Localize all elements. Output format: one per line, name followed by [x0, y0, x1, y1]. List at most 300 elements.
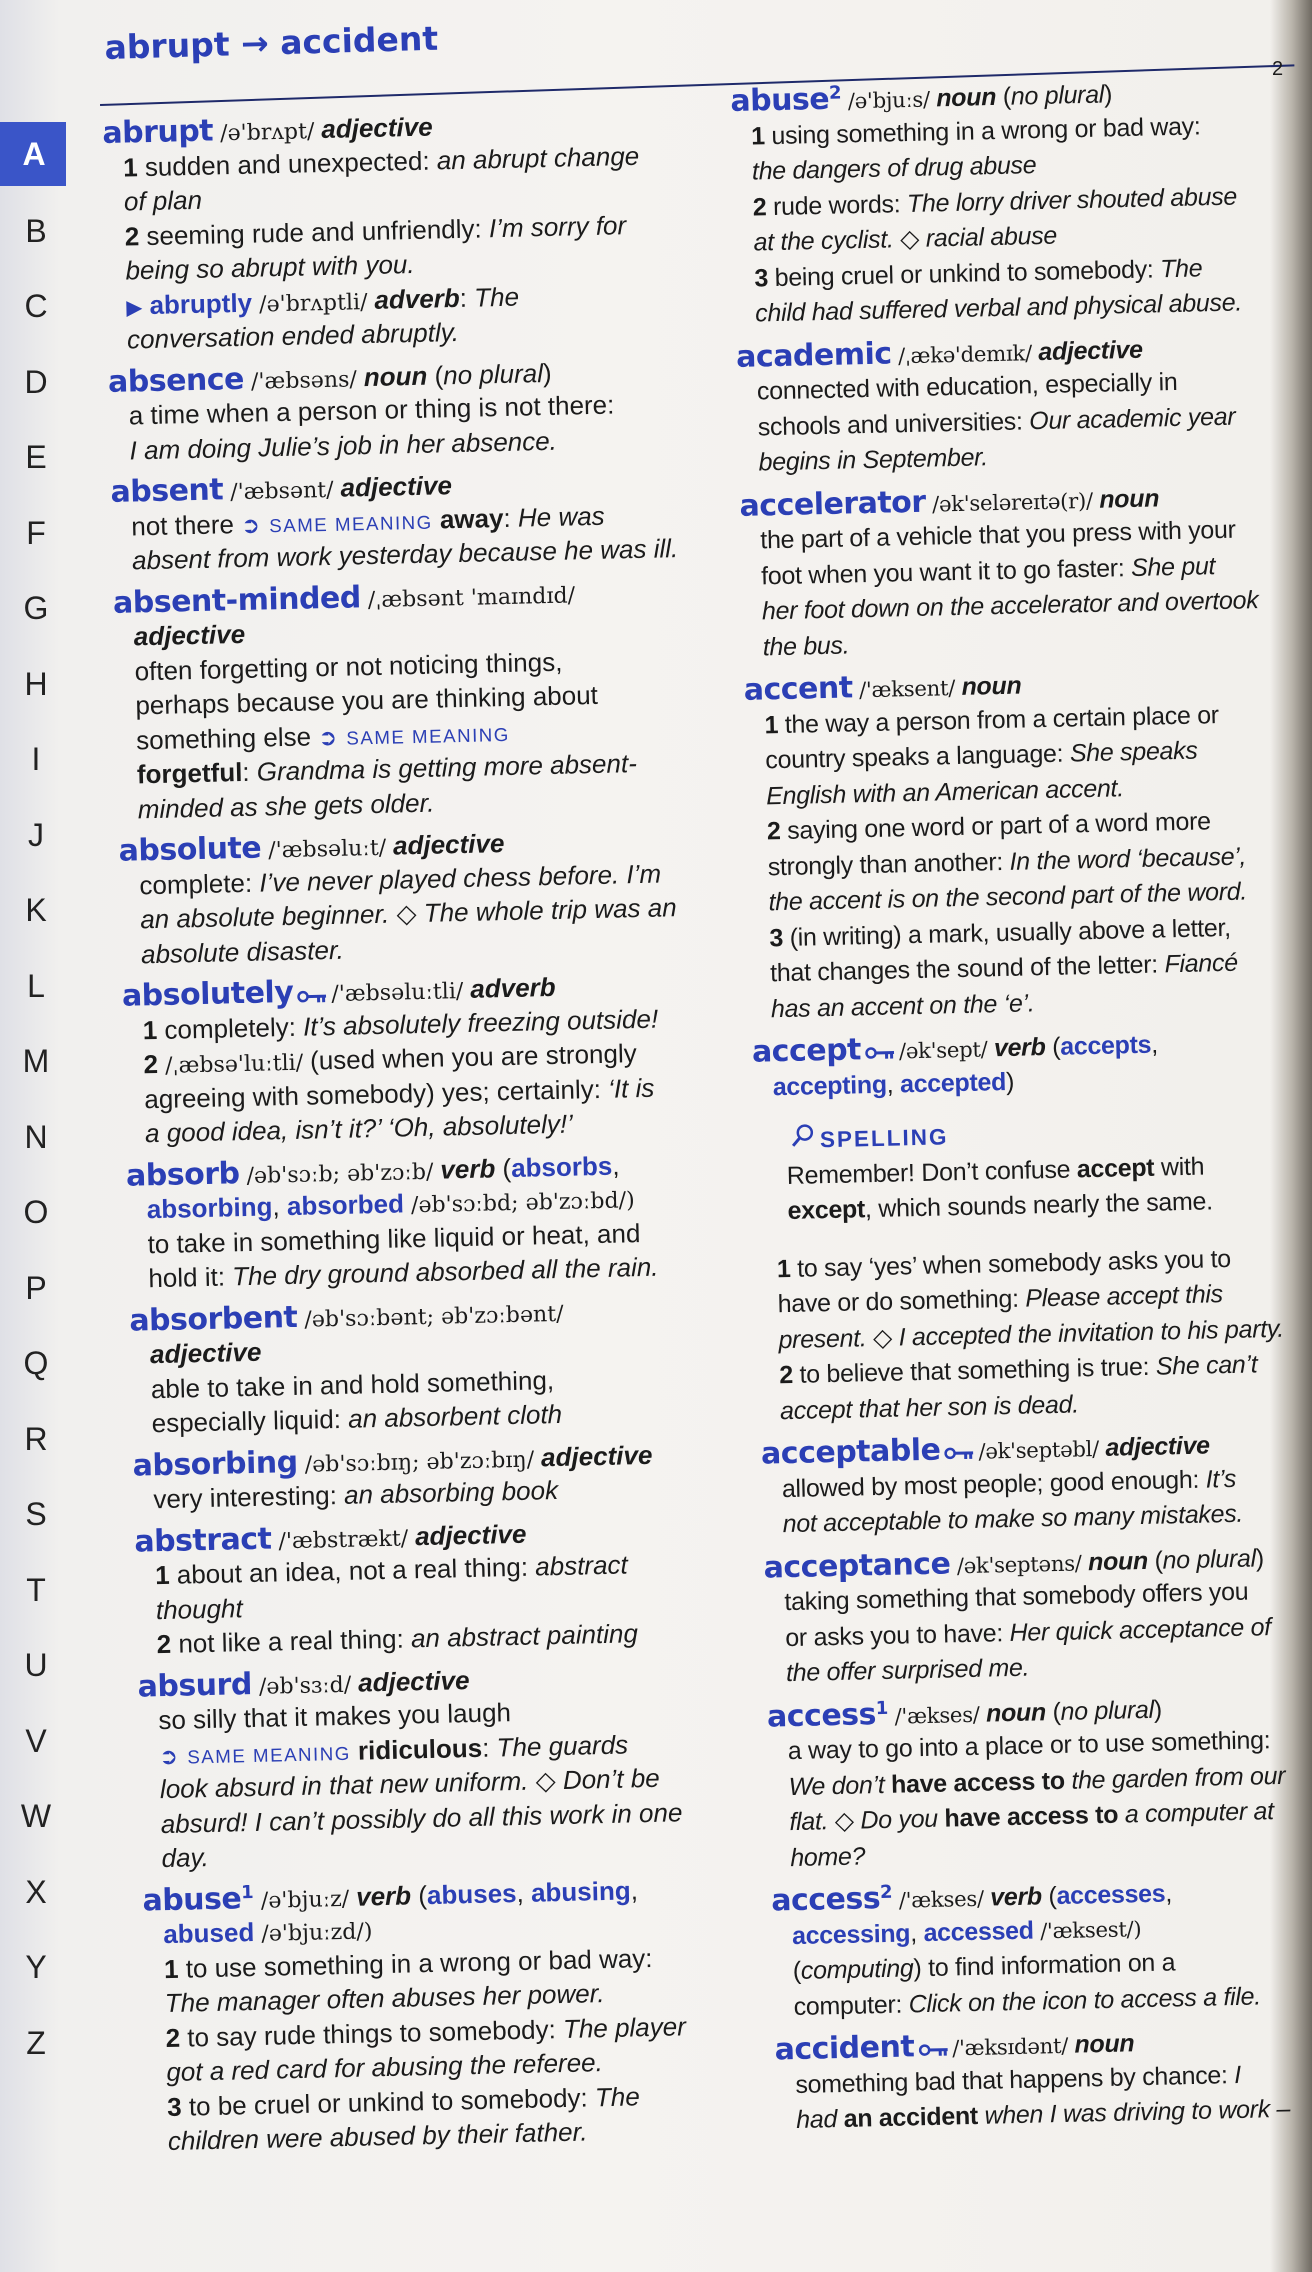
- headword: absolutely: [121, 974, 294, 1014]
- pronunciation: /'ækses/: [892, 1886, 991, 1914]
- inflection: absorbing: [146, 1191, 273, 1225]
- pronunciation: /ə'bjuːzd/): [254, 1918, 373, 1948]
- inflection: abused: [162, 1917, 255, 1950]
- example-text: when I was driving to work –: [977, 2094, 1291, 2130]
- alphabet-tab-o[interactable]: O: [23, 1194, 49, 1230]
- pronunciation: /ək'seləreɪtə(r)/: [925, 488, 1100, 518]
- definition-text: (: [1045, 1032, 1061, 1062]
- definition-text: saying one word or part of a word more: [780, 807, 1211, 846]
- key-icon: [944, 1434, 975, 1470]
- example-text: It’s absolutely freezing outside!: [302, 1003, 659, 1042]
- headword: absurd: [137, 1666, 253, 1705]
- definition-text: :: [459, 282, 475, 313]
- inflection: accessing: [791, 1918, 911, 1950]
- sense-number: 2: [143, 1048, 159, 1080]
- alphabet-thumb-index: [0, 122, 70, 2085]
- definition-text: so silly that it makes you laugh: [158, 1697, 512, 1736]
- bold-text: an accident: [843, 2101, 979, 2133]
- alphabet-tab-w[interactable]: W: [20, 1798, 52, 1834]
- definition-text: ,: [886, 1069, 901, 1099]
- example-text: The lorry driver shouted abuse: [906, 182, 1238, 218]
- derivative-arrow: ▶: [126, 295, 143, 319]
- definition-text: hold it:: [148, 1261, 233, 1294]
- inflection: abuses: [426, 1877, 517, 1910]
- example-text: an abstract painting: [410, 1618, 639, 1654]
- example-text: I’ve never played chess before. I’m: [259, 858, 662, 898]
- definition-text: strongly than another:: [767, 847, 1010, 881]
- example-text: I am doing Julie’s job in her absence.: [129, 425, 558, 465]
- pronunciation: /'æksɪdənt/: [951, 2033, 1075, 2062]
- definition-text: to be cruel or unkind to somebody:: [181, 2081, 596, 2122]
- definition-text: agreeing with somebody) yes; certainly:: [143, 1073, 609, 1114]
- definition-text: connected with education, especially in: [756, 367, 1178, 406]
- definition-text: ): [1103, 80, 1113, 109]
- example-text: Don’t be: [562, 1762, 661, 1795]
- sense-number: 2: [156, 1628, 172, 1660]
- sense-number: 1: [764, 710, 779, 739]
- example-text: I’m sorry for: [488, 209, 627, 243]
- definition-text: to take in something like liquid or heat, and: [147, 1217, 641, 1259]
- headword: absorbing: [132, 1444, 299, 1484]
- key-icon: [918, 2031, 949, 2067]
- headword: abrupt: [102, 113, 214, 151]
- example-text: The: [594, 2080, 641, 2112]
- definition-text: (: [494, 1152, 512, 1183]
- headword: abstract: [133, 1521, 272, 1560]
- alphabet-tab-e[interactable]: E: [25, 439, 47, 475]
- part-of-speech: adjective: [414, 1518, 527, 1551]
- headword: accent: [743, 670, 853, 708]
- bold-text: forgetful: [136, 756, 243, 790]
- definition-text: ): [1005, 1067, 1015, 1096]
- pronunciation: /ˌæbsənt 'maɪndɪd/: [360, 581, 576, 613]
- definition-text: ,: [611, 1150, 620, 1181]
- same-meaning-label: ➲ SAME MEANING: [241, 511, 433, 536]
- headword: absorbent: [128, 1299, 298, 1339]
- definition-text: to say rude things to somebody:: [179, 2013, 564, 2053]
- definition-text: not there: [130, 508, 242, 541]
- pronunciation: /əb'sɔːbɪŋ; əb'zɔːbɪŋ/: [297, 1445, 542, 1478]
- alphabet-tab-y[interactable]: Y: [25, 1949, 47, 1985]
- example-text: The: [1159, 253, 1203, 283]
- example-text: the offer surprised me.: [785, 1653, 1030, 1688]
- alphabet-tab-m[interactable]: M: [22, 1043, 50, 1079]
- part-of-speech: adjective: [392, 828, 505, 861]
- alphabet-tab-x[interactable]: X: [25, 1873, 47, 1910]
- alphabet-tab-n[interactable]: N: [24, 1118, 48, 1155]
- homonym-number: 2: [879, 1881, 893, 1904]
- alphabet-tab-d[interactable]: D: [24, 363, 48, 400]
- bold-text: accept: [1076, 1153, 1155, 1183]
- definition-text: not like a real thing:: [170, 1623, 412, 1659]
- example-text: present.: [778, 1323, 867, 1354]
- example-text: computing: [800, 1954, 914, 1985]
- definition-text: (: [426, 359, 444, 391]
- headword: absence: [107, 361, 245, 400]
- example-text: absurd! I can’t possibly do all this work in one: [160, 1796, 683, 1839]
- part-of-speech: noun: [1074, 2029, 1135, 2059]
- example-text: an absorbent cloth: [347, 1398, 563, 1434]
- headword: access: [766, 1696, 877, 1735]
- example-text: I accepted the invitation to his party.: [898, 1314, 1285, 1351]
- definition-text: :: [503, 502, 519, 533]
- example-text: no plural: [1060, 1695, 1155, 1726]
- example-text: English with an American accent.: [765, 773, 1125, 810]
- definition-text: something else: [135, 720, 319, 755]
- definition-text: (: [410, 1879, 428, 1910]
- alphabet-tab-g[interactable]: G: [23, 590, 49, 626]
- definition-text: ◇: [893, 224, 927, 254]
- inflection: absorbed: [286, 1188, 405, 1222]
- alphabet-tab-z[interactable]: Z: [26, 2024, 46, 2061]
- pronunciation: /'æbstrækt/: [271, 1524, 416, 1555]
- example-text: The player: [562, 2010, 687, 2044]
- example-text: look absurd in that new uniform.: [159, 1765, 529, 1805]
- sense-number: 1: [750, 121, 766, 151]
- example-text: The guards: [496, 1728, 629, 1762]
- inflection: accessed: [923, 1916, 1034, 1947]
- definition-text: being cruel or unkind to somebody:: [767, 254, 1161, 292]
- definition-text: (: [1147, 1546, 1163, 1575]
- example-text: accept that her son is dead.: [779, 1389, 1080, 1425]
- pronunciation: /ə'brʌpt/: [212, 118, 322, 147]
- definition-text: allowed by most people; good enough:: [781, 1465, 1207, 1503]
- part-of-speech: verb: [439, 1152, 496, 1185]
- sense-number: 2: [766, 817, 781, 846]
- alphabet-tab-c[interactable]: C: [24, 288, 48, 324]
- example-text: the accent is on the second part of the word.: [768, 877, 1248, 917]
- example-text: minded as she gets older.: [137, 787, 435, 824]
- part-of-speech: verb: [993, 1033, 1046, 1063]
- part-of-speech: noun: [935, 82, 997, 113]
- alphabet-tab-i[interactable]: I: [31, 741, 41, 777]
- pronunciation: /'æbsənt/: [222, 476, 341, 506]
- definition-text: country speaks a language:: [765, 739, 1071, 775]
- alphabet-tab-f[interactable]: F: [26, 514, 46, 551]
- example-text: Click on the icon to access a file.: [908, 1981, 1262, 2018]
- definition-text: a way to go into a place or to use something:: [787, 1726, 1271, 1766]
- example-text: home?: [789, 1841, 866, 1872]
- example-text: Her quick acceptance of: [1009, 1612, 1272, 1647]
- part-of-speech: noun: [961, 671, 1022, 701]
- definition-text: ◇: [827, 1806, 861, 1836]
- sense-number: 1: [776, 1254, 791, 1283]
- example-text: a computer at: [1117, 1797, 1275, 1829]
- magnifier-icon: [790, 1122, 817, 1159]
- inflection: abusing: [530, 1874, 631, 1908]
- headword: accept: [751, 1032, 862, 1070]
- inflection: accepted: [899, 1067, 1007, 1098]
- pronunciation: /'ækses/: [887, 1702, 987, 1730]
- bold-text: except: [787, 1195, 866, 1225]
- definition-text: (in writing) a mark, usually above a letter,: [782, 913, 1232, 952]
- same-meaning-label: ➲ SAME MEANING: [159, 1742, 351, 1767]
- part-of-speech: adjective: [149, 1336, 262, 1370]
- definition-text: ) to find information on a: [913, 1948, 1176, 1983]
- headword: accident: [774, 2029, 915, 2068]
- part-of-speech: adjective: [340, 470, 453, 503]
- part-of-speech: adverb: [469, 971, 556, 1004]
- pronunciation: /ək'sept/: [898, 1037, 995, 1065]
- alphabet-tab-p[interactable]: P: [25, 1269, 47, 1306]
- definition-text: Remember! Don’t confuse: [786, 1154, 1078, 1190]
- pronunciation: /əb'sɔːbənt; əb'zɔːbənt/: [297, 1300, 564, 1333]
- definition-text: :: [242, 756, 258, 787]
- pronunciation: /'æbsəluːtli/: [331, 977, 471, 1008]
- definition-text: rude words:: [766, 189, 908, 221]
- bold-text: away: [432, 502, 504, 535]
- sense-number: 2: [165, 2022, 181, 2053]
- definition-text: perhaps because you are thinking about: [135, 679, 599, 721]
- definition-text: something bad that happens by chance:: [795, 2060, 1235, 2099]
- definition-text: , which sounds nearly the same.: [864, 1187, 1214, 1224]
- inflection: accepts: [1059, 1030, 1152, 1061]
- left-column: [102, 103, 714, 2159]
- example-text: an absorbing book: [343, 1475, 559, 1510]
- definition-text: computer:: [793, 1989, 910, 2021]
- pronunciation: /ə'brʌptli/: [251, 288, 375, 318]
- definition-text: ,: [630, 1874, 639, 1905]
- headword: absent: [110, 472, 224, 510]
- definition-text: ): [1153, 1695, 1163, 1724]
- alphabet-tab-u[interactable]: U: [24, 1647, 48, 1683]
- pronunciation: /ək'septəns/: [950, 1550, 1089, 1579]
- example-text: She put: [1130, 551, 1216, 582]
- definition-text: especially liquid:: [151, 1403, 349, 1439]
- definition-text: a time when a person or thing is not there:: [128, 389, 615, 431]
- definition-text: complete:: [139, 867, 260, 900]
- example-text: a good idea, isn’t it?’ ‘Oh, absolutely!’: [144, 1108, 574, 1149]
- definition-text: :: [481, 1731, 497, 1763]
- part-of-speech: adjective: [1105, 1431, 1211, 1462]
- part-of-speech: verb: [989, 1882, 1043, 1912]
- example-text: racial abuse: [925, 221, 1058, 253]
- pronunciation: /'æbsəluːt/: [260, 834, 394, 864]
- definition-text: (: [995, 82, 1012, 111]
- example-text: no plural: [1162, 1543, 1257, 1575]
- part-of-speech: adverb: [374, 282, 461, 315]
- example-text: day.: [161, 1842, 210, 1874]
- example-text: her foot down on the accelerator and overtook: [761, 586, 1259, 626]
- definition-text: about an idea, not a real thing:: [169, 1551, 536, 1590]
- example-text: no plural: [1010, 80, 1105, 111]
- homonym-number: 2: [828, 82, 842, 104]
- pronunciation: /'æksest/): [1033, 1916, 1142, 1945]
- example-text: thought: [155, 1592, 243, 1625]
- example-text: at the cyclist.: [753, 225, 894, 257]
- alphabet-tab-h[interactable]: H: [24, 665, 48, 702]
- pronunciation: /ˌæbsə'luːtli/: [157, 1049, 311, 1079]
- example-text: He was: [517, 500, 605, 533]
- example-text: conversation ended abruptly.: [126, 316, 460, 355]
- part-of-speech: noun: [1098, 483, 1160, 514]
- bold-text: have access to: [944, 1800, 1119, 1833]
- pronunciation: /ə'bjuːs/: [841, 87, 937, 115]
- definition-text: to say ‘yes’ when somebody asks you to: [790, 1244, 1232, 1283]
- example-text: no plural: [442, 357, 544, 390]
- same-meaning-label: ➲ SAME MEANING: [318, 723, 510, 748]
- definition-text: have or do something:: [777, 1284, 1026, 1319]
- example-text: flat.: [789, 1807, 829, 1837]
- homonym-number: 1: [240, 1881, 254, 1903]
- alphabet-tab-s[interactable]: S: [25, 1496, 47, 1532]
- sense-number: 1: [122, 151, 138, 183]
- example-text: The dry ground absorbed all the rain.: [231, 1251, 659, 1292]
- example-text: child had suffered verbal and physical abuse.: [754, 288, 1243, 328]
- example-text: abstract: [534, 1549, 629, 1582]
- inflection: accepting: [772, 1070, 888, 1101]
- definition-text: the way a person from a certain place or: [777, 700, 1220, 739]
- definition-text: foot when you want it to go faster:: [760, 553, 1132, 590]
- example-text: the garden from our: [1064, 1761, 1286, 1795]
- spelling-note-title: SPELLING: [819, 1124, 949, 1153]
- headword: abuse: [142, 1880, 242, 1919]
- example-text: Fiancé: [1164, 948, 1239, 979]
- example-text: It’s: [1205, 1464, 1237, 1494]
- example-text: being so abrupt with you.: [125, 248, 415, 286]
- example-text: had: [795, 2104, 844, 2135]
- definition-text: seeming rude and unfriendly:: [138, 212, 490, 251]
- definition-text: or asks you to have:: [784, 1618, 1010, 1652]
- part-of-speech: noun: [1087, 1546, 1149, 1576]
- definition-text: taking something that somebody offers you: [784, 1577, 1249, 1617]
- example-text: begins in September.: [758, 443, 989, 477]
- example-text: Please accept this: [1025, 1280, 1224, 1313]
- example-text: The manager often abuses her power.: [164, 1978, 605, 2019]
- definition-text: ,: [1165, 1879, 1173, 1908]
- part-of-speech: adjective: [357, 1664, 470, 1698]
- alphabet-tab-b[interactable]: B: [25, 212, 47, 249]
- homonym-number: 1: [875, 1697, 889, 1719]
- pronunciation: /əb'sɔːbd; əb'zɔːbd/): [403, 1187, 635, 1219]
- page-number: 2: [1272, 58, 1284, 80]
- key-icon: [865, 1034, 896, 1070]
- inflection: absorbs: [510, 1150, 613, 1183]
- example-text: I: [1233, 2060, 1242, 2089]
- pronunciation: /'æksent/: [852, 675, 962, 704]
- sense-number: 2: [752, 192, 767, 222]
- inflection: accesses: [1056, 1879, 1166, 1911]
- sense-number: 3: [166, 2091, 182, 2122]
- definition-text: ,: [1150, 1030, 1159, 1059]
- sense-number: 3: [754, 263, 769, 292]
- alphabet-tab-r[interactable]: R: [24, 1420, 48, 1457]
- definition-text: often forgetting or not noticing things,: [134, 646, 563, 686]
- bold-text: have access to: [890, 1766, 1066, 1799]
- example-text: of plan: [123, 184, 203, 217]
- alphabet-tab-l[interactable]: L: [27, 967, 45, 1004]
- example-text: the dangers of drug abuse: [751, 151, 1037, 186]
- sense-number: 2: [124, 220, 140, 252]
- part-of-speech: noun: [985, 1697, 1047, 1728]
- headword: accelerator: [739, 484, 927, 524]
- definition-text: (: [792, 1956, 802, 1986]
- definition-text: with: [1153, 1152, 1205, 1182]
- definition-text: to use something in a wrong or bad way:: [178, 1942, 653, 1984]
- alphabet-tab-q[interactable]: Q: [23, 1345, 49, 1381]
- sense-number: 2: [778, 1360, 794, 1390]
- part-of-speech: adjective: [540, 1439, 653, 1472]
- definition-text: completely:: [156, 1011, 304, 1045]
- pronunciation: /əb'sɜːd/: [251, 1671, 359, 1700]
- definition-text: to believe that something is true:: [792, 1352, 1157, 1389]
- definition-text: very interesting:: [153, 1479, 345, 1515]
- headword: access: [770, 1881, 881, 1919]
- definition-text: able to take in and hold something,: [150, 1364, 555, 1404]
- definition-text: using something in a wrong or bad way:: [764, 111, 1201, 150]
- sense-number: 1: [154, 1559, 170, 1591]
- definition-text: schools and universities:: [757, 406, 1030, 441]
- example-text: an abrupt change: [436, 140, 640, 175]
- definition-text: ◇: [866, 1323, 899, 1352]
- definition-text: ,: [909, 1918, 924, 1947]
- sense-number: 3: [769, 923, 784, 952]
- headword: absent-minded: [112, 579, 362, 621]
- example-text: Grandma is getting more absent-: [256, 748, 638, 787]
- example-text: absent from work yesterday because he was ill.: [131, 533, 679, 576]
- part-of-speech: adjective: [320, 111, 433, 145]
- example-text: Do you: [860, 1804, 945, 1835]
- pronunciation: /'æbsəns/: [243, 365, 365, 395]
- definition-text: (: [1045, 1697, 1061, 1726]
- definition-text: that changes the sound of the letter:: [769, 950, 1165, 988]
- example-text: has an accent on the ‘e’.: [770, 988, 1035, 1023]
- inflection: abruptly: [141, 287, 253, 320]
- example-text: Our academic year: [1028, 402, 1236, 435]
- pronunciation: /əb'sɔːb; əb'zɔːb/: [239, 1158, 441, 1189]
- example-text: ‘It is: [607, 1072, 655, 1104]
- pronunciation: /ə'bjuːz/: [253, 1885, 357, 1914]
- example-text: The whole trip was an: [423, 892, 677, 928]
- definition-text: (: [1041, 1882, 1057, 1911]
- definition-text: sudden and unexpected:: [137, 144, 438, 182]
- definition-text: ): [542, 357, 552, 388]
- part-of-speech: adjective: [133, 618, 246, 652]
- alphabet-tab-t[interactable]: T: [26, 1571, 46, 1608]
- headword: absolute: [118, 830, 262, 869]
- sense-number: 1: [163, 1953, 179, 1984]
- pronunciation: /ˌækə'demɪk/: [891, 340, 1039, 369]
- example-text: not acceptable to make so many mistakes.: [782, 1499, 1244, 1539]
- headword: acceptance: [763, 1545, 951, 1586]
- example-text: the bus.: [762, 630, 850, 661]
- page-header-title: abrupt → accident: [104, 18, 439, 67]
- alphabet-tab-k[interactable]: K: [25, 892, 47, 928]
- part-of-speech: verb: [355, 1879, 412, 1912]
- example-text: children were abused by their father.: [167, 2116, 588, 2157]
- definition-text: (used when you are strongly: [309, 1038, 637, 1076]
- example-text: got a red card for abusing the referee.: [166, 2047, 604, 2088]
- example-text: She speaks: [1069, 736, 1198, 768]
- alphabet-tab-v[interactable]: V: [25, 1722, 47, 1759]
- alphabet-tab-a[interactable]: A: [0, 122, 66, 186]
- example-text: In the word ‘because’,: [1009, 841, 1247, 876]
- sense-number: 1: [142, 1014, 158, 1045]
- definition-text: ): [1255, 1543, 1265, 1572]
- right-column: [730, 72, 1302, 2139]
- example-text: an absolute beginner.: [139, 898, 390, 935]
- example-text: We don’t: [788, 1770, 892, 1801]
- example-text: absolute disaster.: [140, 934, 345, 969]
- definition-text: the part of a vehicle that you press with your: [760, 515, 1236, 555]
- definition-text: ◇: [388, 897, 425, 929]
- key-icon: [297, 977, 328, 1012]
- example-text: She can’t: [1155, 1350, 1258, 1381]
- alphabet-tab-j[interactable]: J: [28, 816, 44, 853]
- bold-text: ridiculous: [350, 1732, 483, 1766]
- pronunciation: /ək'septəbl/: [978, 1436, 1106, 1465]
- definition-text: ,: [272, 1191, 288, 1222]
